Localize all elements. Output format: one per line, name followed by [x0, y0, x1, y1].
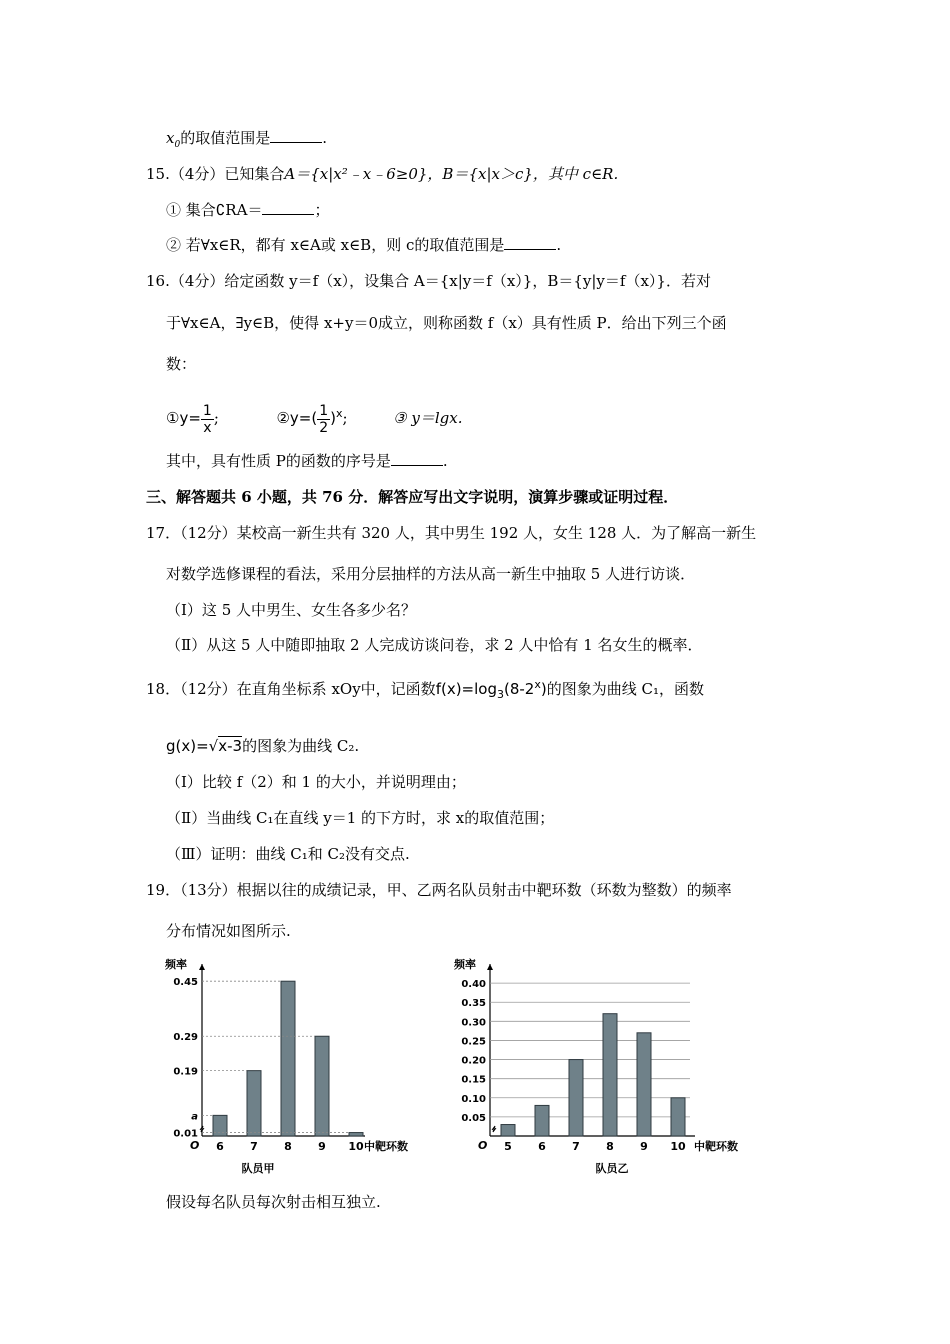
y-tick-0.01: 0.01	[173, 1128, 198, 1140]
y-tick-0.45: 0.45	[173, 977, 198, 989]
y-tick-0.30: 0.30	[461, 1017, 486, 1029]
q17-line1: 17．（12分）某校高一新生共有 320 人，其中男生 192 人，女生 128 人．为了解高一新生	[146, 524, 757, 542]
q16-line1: 16.（4分）给定函数 y＝f（x），设集合 A＝{x|y＝f（x）}，B＝{y|y＝f（x）}．若对	[146, 272, 711, 290]
q18-part2: （Ⅱ）当曲线 C₁在直线 y＝1 的下方时，求 x的取值范围；	[166, 809, 555, 827]
sqrt-symbol: √	[208, 737, 219, 755]
x-axis-label: 中靶环数	[694, 1140, 738, 1153]
y-tick-0.40: 0.40	[461, 979, 486, 991]
bar-9	[315, 1036, 329, 1136]
section-3-heading: 三、解答题共 6 小题，共 76 分．解答应写出文字说明，演算步骤或证明过程．	[146, 488, 679, 506]
bar-8	[603, 1014, 617, 1136]
q17-line2: 对数学选修课程的看法，采用分层抽样的方法从高一新生中抽取 5 人进行访谈．	[166, 565, 696, 583]
chart-title: 队员甲	[241, 1162, 275, 1175]
answer-blank[interactable]	[504, 235, 556, 250]
x-tick-7: 7	[572, 1140, 580, 1153]
x-tick-7: 7	[250, 1140, 258, 1153]
y-tick-0.19: 0.19	[173, 1066, 198, 1078]
fraction-1-over-2: $\frac{1}{2}$	[319, 402, 329, 436]
bar-5	[501, 1125, 515, 1136]
y-tick-0.20: 0.20	[461, 1055, 486, 1067]
q19-footer: 假设每名队员每次射击相互独立.	[166, 1193, 381, 1211]
answer-blank[interactable]	[262, 200, 314, 215]
bar-8	[281, 981, 295, 1136]
q18-part1: （Ⅰ）比较 f（2）和 1 的大小，并说明理由；	[166, 773, 466, 791]
bar-6	[535, 1105, 549, 1136]
q15-stem: 15.（4分）已知集合A＝{x|x²﹣x﹣6≥0}，B＝{x|x＞c}，其中 c∈R.	[146, 165, 619, 183]
y-tick-0.29: 0.29	[173, 1032, 198, 1044]
chart-player-b	[450, 950, 750, 1180]
answer-blank[interactable]	[391, 451, 443, 466]
origin-label: O	[478, 1139, 488, 1152]
bar-7	[247, 1071, 261, 1136]
q15-part2: ② 若∀x∈R，都有 x∈A或 x∈B，则 c的取值范围是 .	[166, 236, 562, 254]
y-axis-arrow	[487, 964, 493, 970]
q17-part1: （Ⅰ）这 5 人中男生、女生各多少名？	[166, 601, 417, 619]
q16-ask: 其中，具有性质 P的函数的序号是 .	[166, 452, 448, 470]
q19-line1: 19．（13分）根据以往的成绩记录，甲、乙两名队员射击中靶环数（环数为整数）的频率	[146, 881, 732, 899]
x-axis-label: 中靶环数	[364, 1140, 408, 1153]
q19-line2: 分布情况如图所示.	[166, 922, 291, 940]
bar-9	[637, 1033, 651, 1136]
q16-functions: ①y= $\frac{1}{x}$ ; ②y=( $\frac{1}{2}$ )$^x$; ③ y＝lgx.	[166, 402, 463, 436]
y-tick-0.25: 0.25	[461, 1036, 486, 1048]
y-tick-0.35: 0.35	[461, 998, 486, 1010]
x-tick-6: 6	[538, 1140, 546, 1153]
x-tick-5: 5	[504, 1140, 512, 1153]
f-formula: $f(x)=\log_3(8-2^x)$	[435, 678, 547, 701]
x-tick-10: 10	[670, 1140, 686, 1153]
x-tick-8: 8	[606, 1140, 614, 1153]
y-axis-label: 频率	[454, 958, 476, 971]
q16-line3: 数：	[166, 355, 197, 373]
y-tick-a: a	[191, 1111, 198, 1123]
q18-part3: （Ⅲ）证明：曲线 C₁和 C₂没有交点.	[166, 845, 410, 863]
x-tick-9: 9	[318, 1140, 326, 1153]
q18-line1: 18．（12分）在直角坐标系 xOy中，记函数$f(x)=\log_3(8-2^x)$的图象为曲线 C₁，函数	[146, 678, 704, 701]
bar-7	[569, 1060, 583, 1136]
axis-break-icon	[200, 1126, 204, 1132]
chart-player-a	[160, 950, 420, 1180]
bar-10	[671, 1098, 685, 1136]
y-axis-label: 频率	[165, 958, 187, 971]
x-tick-8: 8	[284, 1140, 292, 1153]
x0-symbol: $x_0$	[166, 129, 181, 150]
x-tick-9: 9	[640, 1140, 648, 1153]
q16-line2: 于∀x∈A，∃y∈B，使得 x+y＝0成立，则称函数 f（x）具有性质 P．给出下列三个函	[166, 314, 727, 332]
y-tick-0.15: 0.15	[461, 1074, 486, 1086]
q18-line2: g(x)=√x-3的图象为曲线 C₂.	[166, 737, 360, 755]
x-tick-10: 10	[348, 1140, 364, 1153]
y-tick-0.10: 0.10	[461, 1093, 486, 1105]
fraction-1-over-x: $\frac{1}{x}$	[202, 402, 212, 436]
q17-part2: （Ⅱ）从这 5 人中随即抽取 2 人完成访谈问卷，求 2 人中恰有 1 名女生的概率．	[166, 636, 703, 654]
origin-label: O	[190, 1139, 200, 1152]
y-axis-arrow	[199, 964, 205, 970]
axis-break-icon	[492, 1126, 496, 1132]
q14-tail: $x_0$的取值范围是 .	[166, 129, 327, 150]
answer-blank[interactable]	[270, 128, 322, 143]
bar-10	[349, 1133, 363, 1136]
y-tick-0.05: 0.05	[461, 1112, 486, 1124]
x-tick-6: 6	[216, 1140, 224, 1153]
chart-title: 队员乙	[595, 1162, 629, 1175]
q15-part1: ① 集合∁RA＝ ；	[166, 201, 330, 219]
